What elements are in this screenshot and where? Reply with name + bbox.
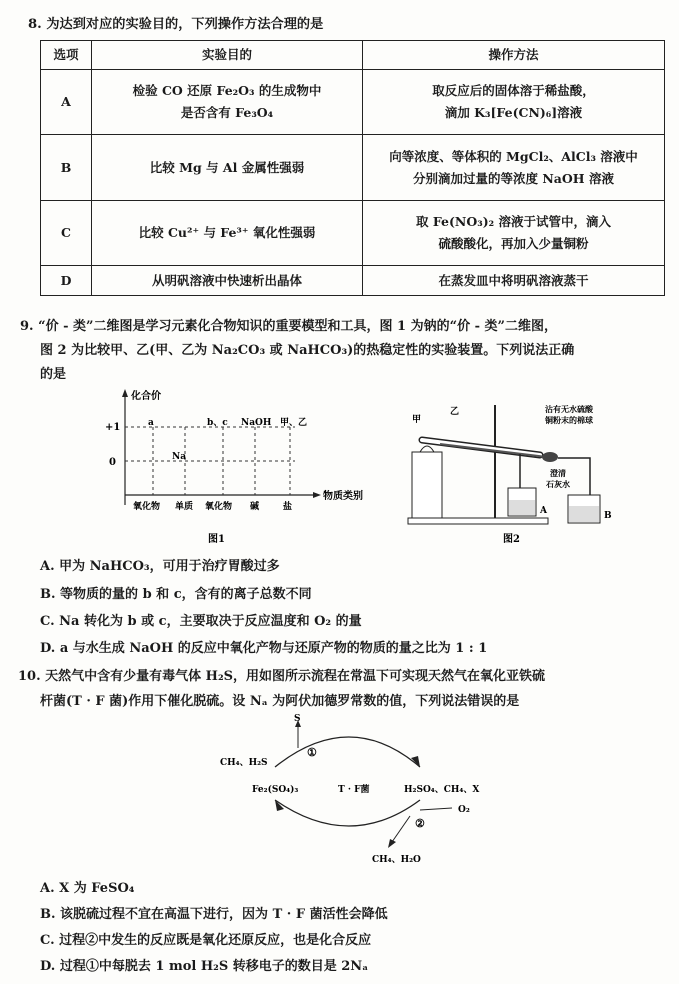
diagram-oxygen: O₂ (458, 805, 470, 815)
q9-option-a: A. 甲为 NaHCO₃，可用于治疗胃酸过多 (40, 559, 280, 574)
category-base: 碱 (250, 502, 260, 512)
row-a-goal (92, 70, 363, 135)
diagram-center: T · F菌 (338, 785, 370, 795)
header-goal: 实验目的 (92, 41, 363, 70)
figure-2-caption: 图2 (503, 534, 520, 545)
row-b-method (363, 135, 665, 201)
point-naoh: NaOH (241, 418, 272, 428)
figure-1-caption: 图1 (208, 534, 225, 545)
row-c-method (363, 201, 665, 266)
y-axis-title: 化合价 (131, 391, 161, 402)
table-row (41, 70, 665, 135)
figure-1-valence-class-diagram (95, 385, 385, 550)
table-row (41, 201, 665, 266)
q10-option-a: A. X 为 FeSO₄ (40, 881, 135, 896)
water-arrowhead-icon (388, 839, 396, 848)
q10-option-c: C. 过程②中发生的反应既是氧化还原反应，也是化合反应 (40, 933, 372, 948)
heater-body (412, 452, 442, 518)
lower-arc-arrow (275, 800, 420, 826)
y-axis-arrow-icon (122, 389, 128, 397)
cotton-ball (542, 452, 558, 462)
q9-stem-line1: 9. “价 - 类”二维图是学习元素化合物知识的重要模型和工具，图 1 为钠的“价 - 类”二维图， (20, 319, 557, 334)
q10-desulfurization-flow-diagram (220, 712, 510, 872)
category-salt: 盐 (283, 502, 293, 512)
row-b-method-line2: 分别滴加过量的等浓度 NaOH 溶液 (413, 170, 614, 186)
row-a-method-line2: 滴加 K₃[Fe(CN)₆]溶液 (444, 105, 583, 120)
figure-2-apparatus (400, 400, 615, 550)
x-axis-title: 物质类别 (323, 491, 363, 502)
table-row (41, 266, 665, 296)
row-d-goal: 从明矾溶液中快速析出晶体 (92, 266, 363, 296)
label-b: B (604, 511, 612, 521)
y-tick-plus1: +1 (105, 422, 121, 433)
label-cotton-line2: 铜粉末的棉球 (545, 415, 593, 425)
diagram-step1: ① (307, 746, 317, 759)
table-row (41, 135, 665, 201)
header-option: 选项 (41, 41, 92, 70)
diagram-left-top: CH₄、H₂S (220, 758, 268, 768)
apparatus-base (408, 518, 548, 524)
point-b-c: b、c (207, 418, 228, 428)
category-oxide-2: 氧化物 (205, 502, 233, 512)
point-jia-yi: 甲、乙 (280, 418, 308, 428)
upper-arc-arrow (275, 737, 420, 767)
label-a: A (540, 506, 547, 516)
row-c-method-line1: 取 Fe(NO₃)₂ 溶液于试管中，滴入 (416, 214, 611, 229)
category-oxide-1: 氧化物 (133, 502, 161, 512)
q8-table (40, 40, 665, 296)
diagram-step2: ② (415, 817, 425, 830)
q10-option-d: D. 过程①中每脱去 1 mol H₂S 转移电子的数目是 2Nₐ (40, 959, 369, 974)
row-a-method-line1: 取反应后的固体溶于稀盐酸， (432, 83, 595, 98)
table-header-row (41, 41, 665, 70)
row-b-method-line1: 向等浓度、等体积的 MgCl₂、AlCl₃ 溶液中 (389, 148, 638, 164)
point-na: Na (172, 452, 187, 462)
q9-option-c: C. Na 转化为 b 或 c，主要取决于反应温度和 O₂ 的量 (40, 614, 362, 629)
q10-stem-line1: 10. 天然气中含有少量有毒气体 H₂S，用如图所示流程在常温下可实现天然气在氧化亚铁硫 (18, 669, 546, 684)
row-a-method (363, 70, 665, 135)
row-c-option: C (41, 201, 92, 266)
q10-stem-line2: 杆菌(T · F 菌)作用下催化脱硫。设 Nₐ 为阿伏加德罗常数的值，下列说法错误的是 (40, 694, 520, 709)
burner-flame-icon (420, 446, 434, 452)
q9-stem-line3: 的是 (40, 367, 67, 382)
q9-option-d: D. a 与水生成 NaOH 的反应中氧化产物与还原产物的物质的量之比为 1 : 1 (40, 641, 488, 656)
row-b-goal: 比较 Mg 与 Al 金属性强弱 (92, 135, 363, 201)
label-cotton-line1: 沾有无水硫酸 (545, 404, 593, 414)
row-c-goal: 比较 Cu²⁺ 与 Fe³⁺ 氧化性强弱 (92, 201, 363, 266)
diagram-bottom: CH₄、H₂O (372, 855, 421, 865)
diagram-left-mid: Fe₂(SO₄)₃ (252, 785, 299, 795)
label-limewater-line2: 石灰水 (546, 479, 570, 489)
row-d-method: 在蒸发皿中将明矾溶液蒸干 (363, 266, 665, 296)
oxygen-branch-line (420, 808, 452, 810)
q9-stem-line2: 图 2 为比较甲、乙(甲、乙为 Na₂CO₃ 或 NaHCO₃)的热稳定性的实验装置。下列说法正确 (40, 343, 575, 358)
y-tick-zero: 0 (109, 457, 116, 468)
water-branch-line (392, 816, 410, 842)
row-c-method-line2: 硫酸酸化，再加入少量铜粉 (438, 236, 589, 251)
category-element: 单质 (175, 502, 194, 512)
q10-option-b: B. 该脱硫过程不宜在高温下进行，因为 T · F 菌活性会降低 (40, 907, 388, 922)
label-yi: 乙 (450, 407, 460, 417)
row-a-option: A (41, 70, 92, 135)
beaker-a-liquid (509, 500, 535, 515)
row-a-goal-line1: 检验 CO 还原 Fe₂O₃ 的生成物中 (132, 83, 322, 98)
x-axis-arrow-icon (313, 492, 321, 498)
q9-option-b: B. 等物质的量的 b 和 c，含有的离子总数不同 (40, 587, 312, 602)
row-a-goal-line2: 是否含有 Fe₃O₄ (180, 105, 274, 120)
label-jia: 甲 (412, 415, 422, 425)
beaker-b-liquid (569, 506, 599, 522)
q8-stem: 8. 为达到对应的实验目的，下列操作方法合理的是 (28, 17, 324, 32)
header-method: 操作方法 (363, 41, 665, 70)
row-d-option: D (41, 266, 92, 296)
diagram-right-mid: H₂SO₄、CH₄、X (404, 785, 480, 795)
row-b-option: B (41, 135, 92, 201)
label-limewater-line1: 澄清 (550, 468, 566, 478)
point-a: a (148, 418, 154, 428)
diagram-sulfur: S (294, 714, 301, 724)
